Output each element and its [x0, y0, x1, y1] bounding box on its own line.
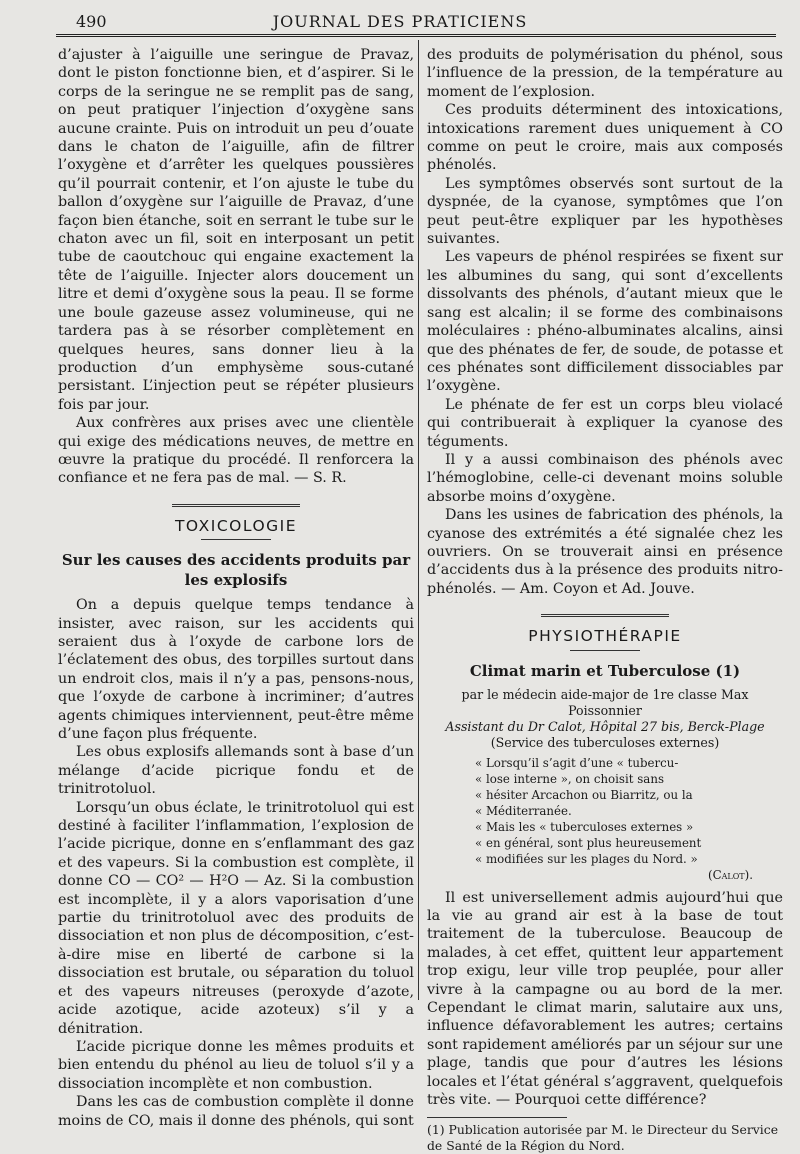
paragraph: Dans les cas de combustion complète il donne moins de CO, mais il donne des phénols, qui sont [58, 1094, 414, 1129]
paragraph: Aux confrères aux prises avec une clientèle qui exige des médications neuves, de mettre en œuvre la pratique du procédé. Il renforcera la confiance et ne fera pas de mal. — S. R. [58, 415, 414, 487]
paragraph: Dans les usines de fabrication des phénols, la cyanose des extrémités a été signalée chez les ouvriers. On se trouverait ainsi en présence d’accidents dus à la présence des produits nitro-phénolés. — Am. Coyon et Ad. Jouve. [427, 507, 783, 597]
quote-line: « Lorsqu’il s’agit d’une « tubercu- [475, 755, 679, 770]
paragraph: Le phénate de fer est un corps bleu violacé qui contribuerait à expliquer la cyanose des téguments. [427, 396, 783, 450]
section-underline [570, 650, 640, 651]
byline-service: (Service des tuberculoses externes) [490, 734, 720, 750]
byline-affiliation-text: Assistant du Dr Calot, Hôpital 27 bis, Berck-Plage [445, 718, 765, 734]
header-rule [56, 34, 776, 37]
footnote: (1) Publication autorisée par M. le Directeur du Service de Santé de la Région du Nord. [427, 1122, 779, 1154]
paragraph: L’acide picrique donne les mêmes produits et bien entendu du phénol au lieu de toluol s’il y a dissociation incomplète et non combustion. [58, 1038, 414, 1092]
quote-line: « lose interne », on choisit sans [475, 771, 664, 786]
paragraph: Ces produits déterminent des intoxications, intoxications rarement dues uniquement à CO comme on peut le croire, mais aux composés phénolés. [427, 102, 783, 174]
paragraph: Les vapeurs de phénol respirées se fixent sur les albumines du sang, qui sont d’excellents dissolvants des phénols, d’autant mieux que le sang est alcalin; il se forme des combinaisons moléculaires : phéno-albuminates alcalins, ainsi que des phénates de fer, de soude, de potasse et ces phénates sont difficilement dissociables par l’oxygène. [427, 249, 783, 395]
page-number: 490 [76, 12, 107, 31]
quote-line: « hésiter Arcachon ou Biarritz, ou la [475, 787, 693, 802]
quote-line: « modifiées sur les plages du Nord. » [475, 851, 698, 866]
left-column [58, 46, 414, 1130]
quote-line: « en général, sont plus heureusement [475, 835, 702, 850]
paragraph: On a depuis quelque temps tendance à insister, avec raison, sur les accidents qui seraient dus à l’oxyde de carbone lors de l’éclatement des obus, des torpilles surtout dans un endroit clos, mais il n’y a pas, pensons-nous, que l’oxyde de carbone à incriminer; d’autres agents chimiques interviennent, peut-être même d’une façon plus fréquente. [58, 597, 414, 742]
section-heading-toxicologie: TOXICOLOGIE [174, 516, 298, 535]
right-column [427, 46, 783, 1154]
article-title: Climat marin et Tuberculose (1) [469, 661, 741, 680]
paragraph: Il y a aussi combinaison des phénols avec l’hémoglobine, celle-ci devenant moins soluble absorbe moins d’oxygène. [427, 451, 783, 505]
section-underline [201, 539, 271, 540]
epigraph-quote [475, 755, 783, 883]
byline-affiliation [427, 719, 783, 735]
paragraph: Les obus explosifs allemands sont à base d’un mélange d’acide picrique fondu et de trinitrotoluol. [58, 744, 414, 798]
article-title: Sur les causes des accidents produits par les explosifs [61, 551, 411, 590]
paragraph: Il est universellement admis aujourd’hui que la vie au grand air est à la base de tout traitement de la tuberculose. Beaucoup de malades, à cet effet, quittent leur appartement trop exigu, leur ville trop peuplée, pour aller vivre à la campagne ou au bord de la mer. Cependant le climat marin, salutaire aux uns, influence défavorablement les autres; certains sont rapidement améliorés par un séjour sur une plage, tandis que pour d’autres les lésions locales et l’état général s’aggravent, quelquefois très vite. — Pourquoi cette différence? [427, 889, 783, 1109]
paragraph: d’ajuster à l’aiguille une seringue de Pravaz, dont le piston fonctionne bien, et d’aspirer. Si le corps de la seringue ne se remplit pas de sang, on peut pratiquer l’injection d’oxygène sans aucune crainte. Puis on introduit un peu d’ouate dans le chaton de l’aiguille, afin de filtrer l’oxygène et d’arrêter les quelques poussières qu’il pourrait contenir, et l’on ajuste le tube du ballon d’oxygène sur l’aiguille de Pravaz, d’une façon bien étanche, soit en serrant le tube sur le chaton avec un fil, soit en interposant un petit tube de caoutchouc qui engaine exactement la tête de l’aiguille. Injecter alors doucement un litre et demi d’oxygène sous la peau. Il se forme une boule gazeuse assez volumineuse, qui ne tardera pas à se résorber complètement en quelques heures, sans donner lieu à la production d’un emphysème sous-cutané persistant. L’injection peut se répéter plusieurs fois par jour. [58, 47, 414, 413]
quote-line: « Méditerranée. [475, 803, 572, 818]
running-header [0, 10, 800, 34]
footnote-rule [427, 1117, 567, 1118]
journal-title: JOURNAL DES PRATICIENS [272, 12, 528, 31]
section-heading-physiotherapie: PHYSIOTHÉRAPIE [528, 627, 682, 646]
quote-line: « Mais les « tuberculoses externes » [475, 819, 694, 834]
paragraph: des produits de polymérisation du phénol, sous l’influence de la pression, de la température au moment de l’explosion. [427, 47, 783, 100]
column-divider [418, 40, 419, 1000]
paragraph: Lorsqu’un obus éclate, le trinitrotoluol qui est destiné à faciliter l’inflammation, l’explosion de l’acide picrique, donne en s’enflammant des gaz et des vapeurs. Si la combustion est complète, il donne CO — CO² — H²O — Az. Si la combustion est incomplète, il y a alors vaporisation d’une partie du trinitrotoluol avec des produits de dissociation et non plus de décomposition, c’est-à-dire mise en liberté de carbone si la dissociation est brutale, ou séparation du toluol et des vapeurs nitreuses (peroxyde d’azote, acide azotique, acide azoteux) s’il y a dénitration. [58, 799, 414, 1037]
paragraph: Les symptômes observés sont surtout de la dyspnée, de la cyanose, symptômes que l’on peut peut-être expliquer par les hypothèses suivantes. [427, 175, 783, 248]
byline: par le médecin aide-major de 1re classe Max Poissonnier [461, 686, 749, 718]
section-separator [172, 504, 300, 507]
quote-attribution: (Calot). [708, 867, 753, 882]
section-separator [541, 614, 669, 617]
